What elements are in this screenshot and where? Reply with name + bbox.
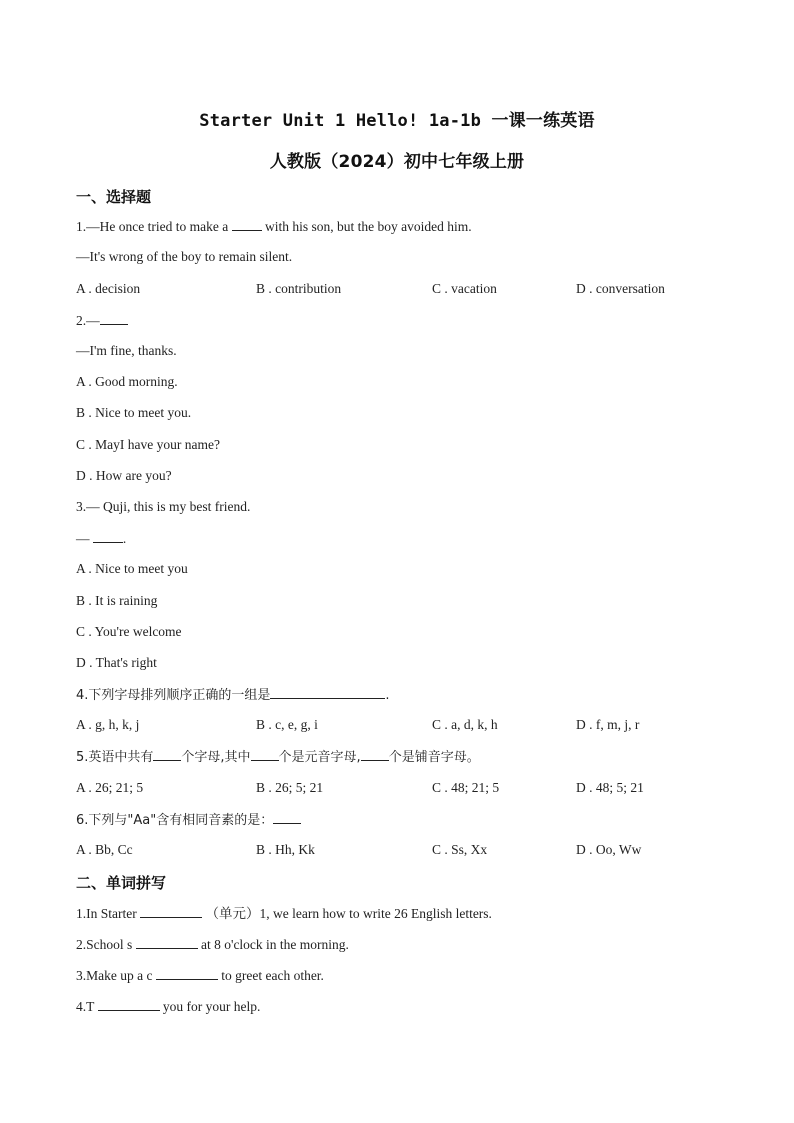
spelling-item-2 xyxy=(76,935,349,954)
answer-blank xyxy=(140,904,202,918)
question-5-stem xyxy=(76,747,480,767)
question-5-option-c: C . 48; 21; 5 xyxy=(432,780,500,795)
question-2-option-c: C . MayI have your name? xyxy=(76,437,220,452)
question-1-stem-a: 1.—He once tried to make a xyxy=(76,219,229,234)
spelling-item-2-prefix: 2.School s xyxy=(76,937,133,952)
question-6-option-c: C . Ss, Xx xyxy=(432,842,488,857)
question-5-part-4: 个是铺音字母。 xyxy=(388,750,480,765)
question-1-option-a: A . decision xyxy=(76,281,141,296)
answer-blank xyxy=(232,217,262,231)
question-1-option-b: B . contribution xyxy=(256,281,342,296)
question-2-stem xyxy=(76,311,128,330)
question-5-option-d: D . 48; 5; 21 xyxy=(576,780,644,795)
question-5-part-2: 个字母,其中 xyxy=(181,750,251,765)
page-title: Starter Unit 1 Hello! 1a-1b 一课一练英语 xyxy=(199,111,595,131)
question-2-option-a: A . Good morning. xyxy=(76,374,178,389)
answer-blank xyxy=(100,311,128,325)
question-5-part-3: 个是元音字母, xyxy=(278,750,361,765)
answer-blank xyxy=(93,529,123,543)
answer-blank xyxy=(273,810,301,824)
question-5-part-1: 5.英语中共有 xyxy=(76,750,154,765)
question-4-stem-b: . xyxy=(385,688,390,703)
question-1-option-c: C . vacation xyxy=(432,281,497,296)
question-3-line2-suffix: . xyxy=(122,531,127,546)
answer-blank xyxy=(270,685,385,699)
question-6-stem xyxy=(76,810,301,830)
question-4-option-a: A . g, h, k, j xyxy=(76,717,140,732)
question-2-option-b: B . Nice to meet you. xyxy=(76,405,192,420)
spelling-item-2-suffix: at 8 o'clock in the morning. xyxy=(201,937,349,952)
answer-blank xyxy=(136,935,198,949)
spelling-item-3-prefix: 3.Make up a c xyxy=(76,968,153,983)
question-2-stem-text: 2.— xyxy=(76,313,100,328)
spelling-item-4-prefix: 4.T xyxy=(76,999,95,1014)
question-4-option-d: D . f, m, j, r xyxy=(576,717,640,732)
question-6-option-b: B . Hh, Kk xyxy=(256,842,315,857)
spelling-item-4 xyxy=(76,997,260,1016)
question-1-option-d: D . conversation xyxy=(576,281,665,296)
page-subtitle: 人教版（2024）初中七年级上册 xyxy=(269,152,525,172)
question-4-option-c: C . a, d, k, h xyxy=(432,717,498,732)
question-3-line2-prefix: — xyxy=(76,531,90,546)
answer-blank xyxy=(153,747,181,761)
question-4-stem-a: 4.下列字母排列顺序正确的一组是 xyxy=(76,688,271,703)
question-3-option-c: C . You're welcome xyxy=(76,624,182,639)
spelling-item-3-suffix: to greet each other. xyxy=(221,968,324,983)
spelling-item-1-suffix: （单元）1, we learn how to write 26 English letters. xyxy=(205,906,492,921)
answer-blank xyxy=(251,747,279,761)
question-6-stem-text: 6.下列与"Aa"含有相同音素的是： xyxy=(76,813,274,828)
spelling-item-4-suffix: you for your help. xyxy=(162,999,261,1014)
spelling-item-1-prefix: 1.In Starter xyxy=(76,906,137,921)
section-heading-spelling: 二、单词拼写 xyxy=(76,874,167,892)
question-6-option-d: D . Oo, Ww xyxy=(576,842,642,857)
question-1-line2: —It's wrong of the boy to remain silent. xyxy=(76,249,293,264)
spelling-item-1 xyxy=(76,904,492,923)
question-4-stem xyxy=(76,685,390,705)
spelling-item-3 xyxy=(76,966,324,985)
question-3-line2 xyxy=(76,529,126,548)
question-5-option-a: A . 26; 21; 5 xyxy=(76,780,144,795)
question-2-line2: —I'm fine, thanks. xyxy=(76,343,177,358)
question-3-option-b: B . It is raining xyxy=(76,593,158,608)
question-3-stem: 3.— Quji, this is my best friend. xyxy=(76,499,251,514)
question-2-option-d: D . How are you? xyxy=(76,468,172,483)
answer-blank xyxy=(98,997,160,1011)
question-5-option-b: B . 26; 5; 21 xyxy=(256,780,324,795)
question-4-option-b: B . c, e, g, i xyxy=(256,717,318,732)
question-3-option-a: A . Nice to meet you xyxy=(76,561,188,576)
question-6-option-a: A . Bb, Cc xyxy=(76,842,133,857)
answer-blank xyxy=(156,966,218,980)
answer-blank xyxy=(361,747,389,761)
section-heading-choice: 一、选择题 xyxy=(76,188,152,206)
question-3-option-d: D . That's right xyxy=(76,655,157,670)
question-1-stem-b: with his son, but the boy avoided him. xyxy=(264,219,472,234)
question-1-stem xyxy=(76,217,472,236)
